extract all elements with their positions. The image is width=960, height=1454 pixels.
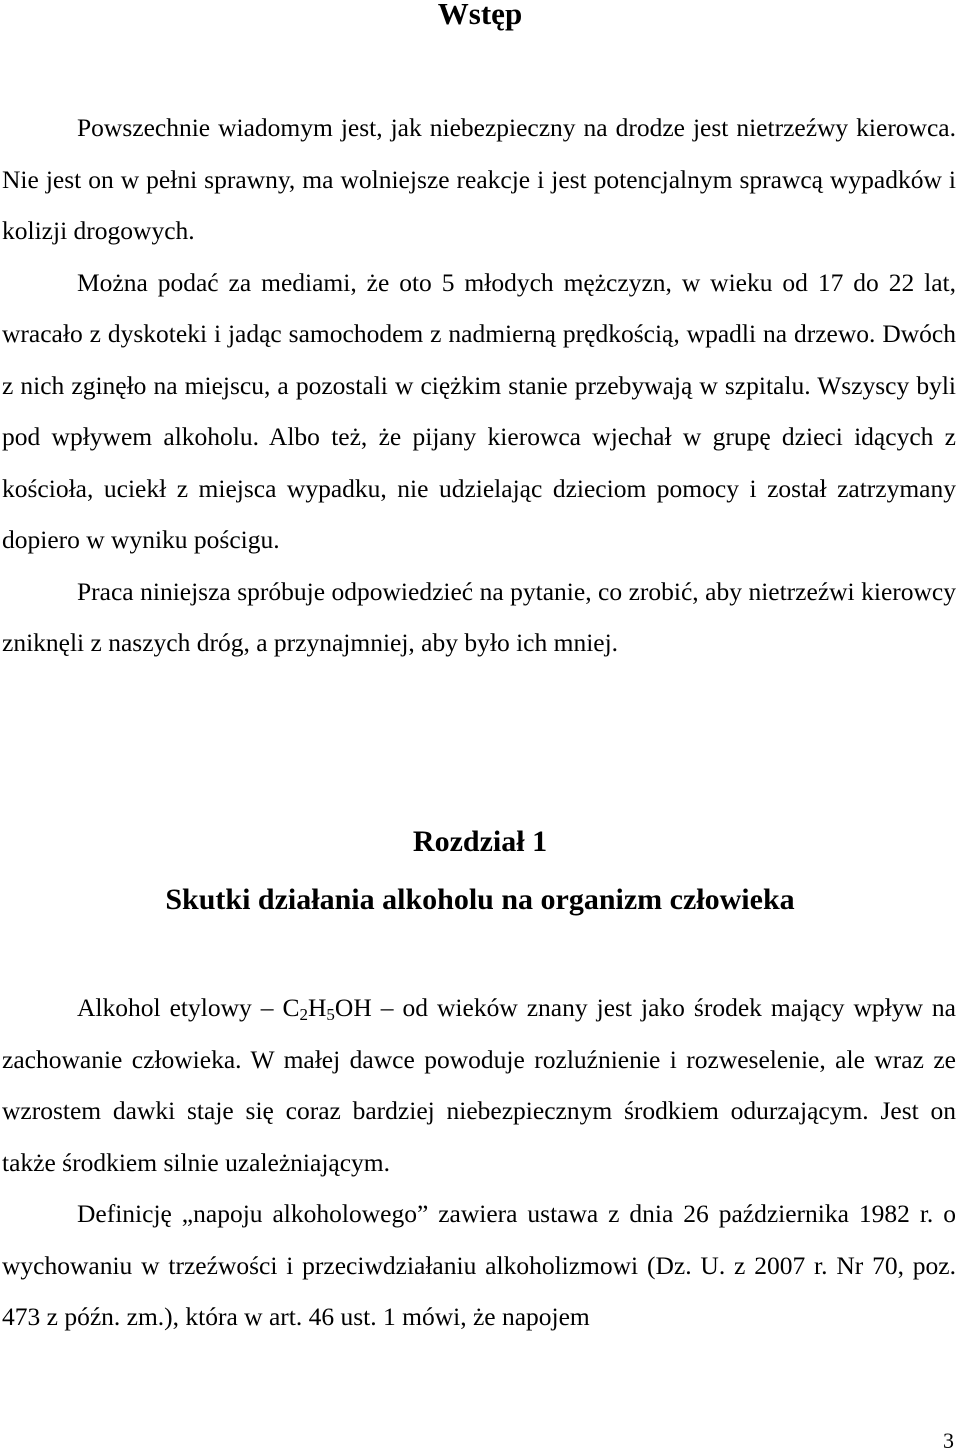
chapter-paragraph-2: Definicję „napoju alkoholowego” zawiera ustawa z dnia 26 października 1982 r. o wychowaniu w trzeźwości i przeciwdziałaniu alkoholizmowi (Dz. U. z 2007 r. Nr 70, poz. 473 z późn. zm.), która w art. 46 ust. 1 mówi, że napojem xyxy=(2,1199,956,1331)
intro-paragraph-2: Można podać za mediami, że oto 5 młodych mężczyzn, w wieku od 17 do 22 lat, wracało z dyskoteki i jadąc samochodem z nadmierną prędkością, wpadli na drzewo. Dwóch z nich zginęło na miejscu, a pozostali w ciężkim stanie przebywają w szpitalu. Wszyscy byli pod wpływem alkoholu. Albo też, że pijany kierowca wjechał w grupę dzieci idących z kościoła, uciekł z miejsca wypadku, nie udzielając dzieciom pomocy i został zatrzymany dopiero w wyniku pościgu. xyxy=(2,267,956,554)
chapter-paragraph-1 xyxy=(2,982,956,1188)
chapter-number: Rozdział 1 xyxy=(412,825,548,858)
section-heading-intro: Wstęp xyxy=(437,0,523,31)
chapter-paragraph-1-rest: OH – od wieków znany jest jako środek mający wpływ na zachowanie człowieka. W małej dawce powoduje rozluźnienie i rozweselenie, ale wraz ze wzrostem dawki staje się coraz bardziej niebezpiecznym środkiem odurzającym. Jest on także środkiem silnie uzależniającym. xyxy=(2,993,957,1177)
formula-subscript-2: 2 xyxy=(299,1005,308,1024)
page-number: 3 xyxy=(943,1428,954,1453)
chapter-body xyxy=(2,982,956,1343)
chapter-title: Skutki działania alkoholu na organizm człowieka xyxy=(165,883,795,916)
formula-subscript-5: 5 xyxy=(326,1005,335,1024)
intro-body xyxy=(2,102,956,669)
chapter-paragraph-1-start: Alkohol etylowy – C xyxy=(77,993,300,1022)
intro-paragraph-3: Praca niniejsza spróbuje odpowiedzieć na pytanie, co zrobić, aby nietrzeźwi kierowcy zniknęli z naszych dróg, a przynajmniej, aby było ich mniej. xyxy=(2,576,956,657)
formula-hydrogen: H xyxy=(308,993,327,1022)
intro-paragraph-1: Powszechnie wiadomym jest, jak niebezpieczny na drodze jest nietrzeźwy kierowca. Nie jest on w pełni sprawny, ma wolniejsze reakcje i jest potencjalnym sprawcą wypadków i kolizji drogowych. xyxy=(2,113,956,245)
